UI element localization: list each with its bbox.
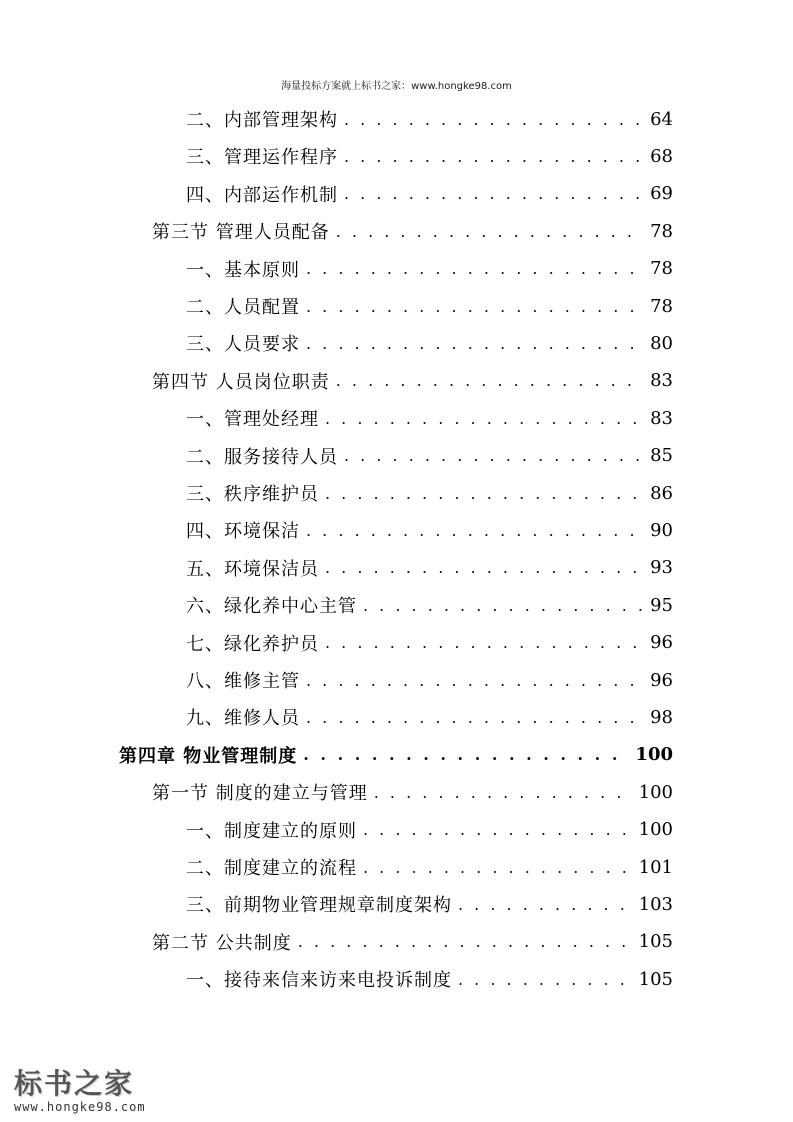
toc-entry-title: 三、前期物业管理规章制度架构 [186,895,452,917]
toc-dot-leader [298,932,633,951]
toc-entry[interactable] [186,175,673,213]
toc-entry[interactable] [119,736,673,774]
toc-dot-leader [344,446,644,465]
toc-dot-leader [306,334,644,353]
toc-entry[interactable] [186,624,673,662]
toc-entry-page-number: 96 [650,632,673,654]
toc-entry-page-number: 101 [638,856,673,878]
toc-entry-title: 第一节 制度的建立与管理 [152,783,368,805]
toc-entry-page-number: 78 [650,220,673,242]
toc-dot-leader [344,110,644,129]
toc-entry-page-number: 68 [650,145,673,167]
toc-entry[interactable] [186,511,673,549]
toc-dot-leader [306,708,644,727]
toc-entry[interactable] [186,399,673,437]
toc-entry[interactable] [186,474,673,512]
toc-entry-page-number: 100 [638,781,673,803]
toc-entry[interactable] [186,250,673,288]
toc-entry-title: 五、环境保洁员 [186,558,319,580]
toc-entry[interactable] [152,923,673,961]
toc-entry-page-number: 85 [650,445,673,467]
toc-dot-leader [344,147,644,166]
toc-entry-title: 七、绿化养护员 [186,633,319,655]
toc-entry[interactable] [152,212,673,250]
page-header: 海量投标方案就上标书之家：www.hongke98.com [281,81,512,92]
toc-entry-page-number: 95 [650,594,673,616]
toc-dot-leader [325,633,644,652]
toc-entry[interactable] [186,100,673,138]
toc-entry-title: 二、人员配置 [186,297,300,318]
toc-entry[interactable] [186,960,673,998]
toc-entry-title: 九、维修人员 [186,708,300,730]
toc-entry[interactable] [186,811,673,849]
toc-dot-leader [336,371,644,390]
toc-entry-title: 一、基本原则 [186,259,300,281]
toc-entry-title: 一、管理处经理 [186,409,319,431]
toc-entry-page-number: 90 [650,519,673,541]
toc-entry-page-number: 83 [650,407,673,429]
toc-dot-leader [458,895,633,914]
toc-entry-title: 四、内部运作机制 [186,184,338,206]
toc-entry[interactable] [152,362,673,400]
toc-entry-page-number: 86 [650,482,673,504]
toc-entry-title: 三、人员要求 [186,334,300,356]
logo-url: www.hongke98.com [14,1100,146,1114]
toc-entry[interactable] [186,586,673,624]
toc-entry-page-number: 96 [650,669,673,691]
toc-dot-leader [325,558,644,577]
toc-dot-leader [363,858,633,877]
toc-entry-title: 二、制度建立的流程 [186,858,357,879]
toc-entry[interactable] [186,137,673,175]
toc-entry-title: 第三节 管理人员配备 [152,222,330,244]
toc-entry-page-number: 78 [650,258,673,280]
toc-entry-title: 第二节 公共制度 [152,932,292,954]
toc-entry-page-number: 100 [635,744,673,766]
logo-text: 标书之家 [14,1067,135,1100]
toc-entry[interactable] [152,773,673,811]
toc-entry-title: 四、环境保洁 [186,521,300,543]
toc-dot-leader [303,745,629,764]
toc-entry-title: 三、秩序维护员 [186,484,319,505]
toc-entry-page-number: 80 [650,332,673,354]
toc-entry[interactable] [186,885,673,923]
toc-entry-page-number: 105 [638,931,673,953]
toc-dot-leader [306,521,644,540]
toc-dot-leader [306,259,644,278]
site-logo [14,1062,146,1114]
toc-dot-leader [336,222,644,241]
toc-entry[interactable] [186,549,673,587]
toc-entry-title: 二、内部管理架构 [186,110,338,131]
toc-entry-page-number: 105 [638,968,673,990]
toc-dot-leader [363,596,644,615]
toc-entry[interactable] [186,437,673,475]
toc-entry[interactable] [186,324,673,362]
toc-entry-title: 三、管理运作程序 [186,147,338,169]
toc-dot-leader [344,184,644,203]
toc-entry-title: 一、制度建立的原则 [186,820,357,842]
toc-dot-leader [363,820,633,839]
toc-entry-page-number: 100 [638,819,673,841]
toc-entry-title: 第四节 人员岗位职责 [152,371,330,393]
toc-entry-page-number: 93 [650,557,673,579]
toc-entry-title: 一、接待来信来访来电投诉制度 [186,970,452,992]
toc-entry-title: 二、服务接待人员 [186,446,338,468]
toc-dot-leader [325,409,644,428]
toc-entry-page-number: 64 [650,108,673,130]
toc-entry[interactable] [186,698,673,736]
toc-entry[interactable] [186,661,673,699]
toc-entry[interactable] [186,848,673,886]
toc-entry-page-number: 83 [650,370,673,392]
toc-entry-title: 八、维修主管 [186,671,300,692]
toc-dot-leader [458,970,633,989]
toc-dot-leader [374,783,633,802]
toc-entry-title: 六、绿化养中心主管 [186,596,357,618]
toc-entry[interactable] [186,287,673,325]
toc-dot-leader [306,297,644,316]
toc-entry-page-number: 78 [650,295,673,317]
toc-entry-page-number: 98 [650,706,673,728]
toc-entry-page-number: 103 [638,893,673,915]
toc-entry-page-number: 69 [650,183,673,205]
toc-dot-leader [325,484,644,503]
toc-entry-title: 第四章 物业管理制度 [119,745,298,767]
toc-dot-leader [306,671,644,690]
